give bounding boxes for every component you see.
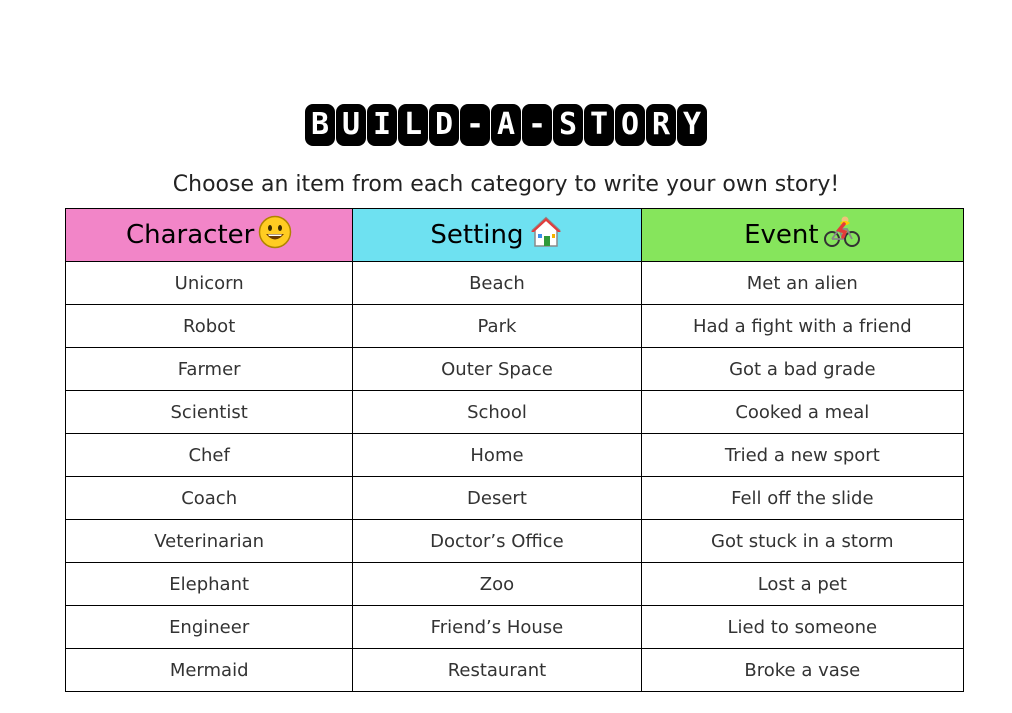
table-row (66, 348, 964, 391)
title-letter: Y (677, 104, 707, 146)
header-label: Setting (430, 220, 524, 250)
title-letter: R (646, 104, 676, 146)
title-letter: - (460, 104, 490, 146)
event-cell: Lost a pet (641, 563, 963, 606)
character-cell: Robot (66, 305, 353, 348)
setting-cell: Desert (353, 477, 641, 520)
table-row (66, 434, 964, 477)
character-cell: Farmer (66, 348, 353, 391)
title-letter: L (398, 104, 428, 146)
table-row (66, 606, 964, 649)
setting-cell: Friend’s House (353, 606, 641, 649)
setting-cell: Beach (353, 262, 641, 305)
event-cell: Fell off the slide (641, 477, 963, 520)
event-cell: Broke a vase (641, 649, 963, 692)
setting-cell: Outer Space (353, 348, 641, 391)
character-cell: Unicorn (66, 262, 353, 305)
table-row (66, 391, 964, 434)
setting-cell: Restaurant (353, 649, 641, 692)
event-cell: Got stuck in a storm (641, 520, 963, 563)
table-row (66, 563, 964, 606)
header-event (641, 209, 963, 262)
house-icon (528, 215, 564, 256)
title-letter: S (553, 104, 583, 146)
event-cell: Tried a new sport (641, 434, 963, 477)
table-row (66, 262, 964, 305)
title-letter: U (336, 104, 366, 146)
character-cell: Mermaid (66, 649, 353, 692)
instructions-subtitle: Choose an item from each category to write your own story! (172, 172, 840, 197)
title-banner (0, 104, 1012, 146)
event-cell: Got a bad grade (641, 348, 963, 391)
character-cell: Chef (66, 434, 353, 477)
title-letter: T (584, 104, 614, 146)
character-cell: Engineer (66, 606, 353, 649)
title-letter: A (491, 104, 521, 146)
event-cell: Had a fight with a friend (641, 305, 963, 348)
table-row (66, 477, 964, 520)
character-cell: Veterinarian (66, 520, 353, 563)
character-cell: Elephant (66, 563, 353, 606)
smiling-face-icon (258, 215, 292, 256)
title-letter: B (305, 104, 335, 146)
header-row (66, 209, 964, 262)
setting-cell: Doctor’s Office (353, 520, 641, 563)
title-letter: D (429, 104, 459, 146)
table-row (66, 649, 964, 692)
event-cell: Lied to someone (641, 606, 963, 649)
header-character (66, 209, 353, 262)
story-table (65, 208, 964, 692)
table-row (66, 305, 964, 348)
setting-cell: Home (353, 434, 641, 477)
event-cell: Cooked a meal (641, 391, 963, 434)
title-letter: - (522, 104, 552, 146)
title-letter: O (615, 104, 645, 146)
character-cell: Scientist (66, 391, 353, 434)
table-row (66, 520, 964, 563)
cyclist-icon (823, 215, 861, 256)
setting-cell: Zoo (353, 563, 641, 606)
title-letters (305, 104, 707, 146)
event-cell: Met an alien (641, 262, 963, 305)
setting-cell: Park (353, 305, 641, 348)
header-label: Event (744, 220, 819, 250)
header-label: Character (125, 220, 255, 250)
setting-cell: School (353, 391, 641, 434)
title-letter: I (367, 104, 397, 146)
header-setting (353, 209, 641, 262)
character-cell: Coach (66, 477, 353, 520)
